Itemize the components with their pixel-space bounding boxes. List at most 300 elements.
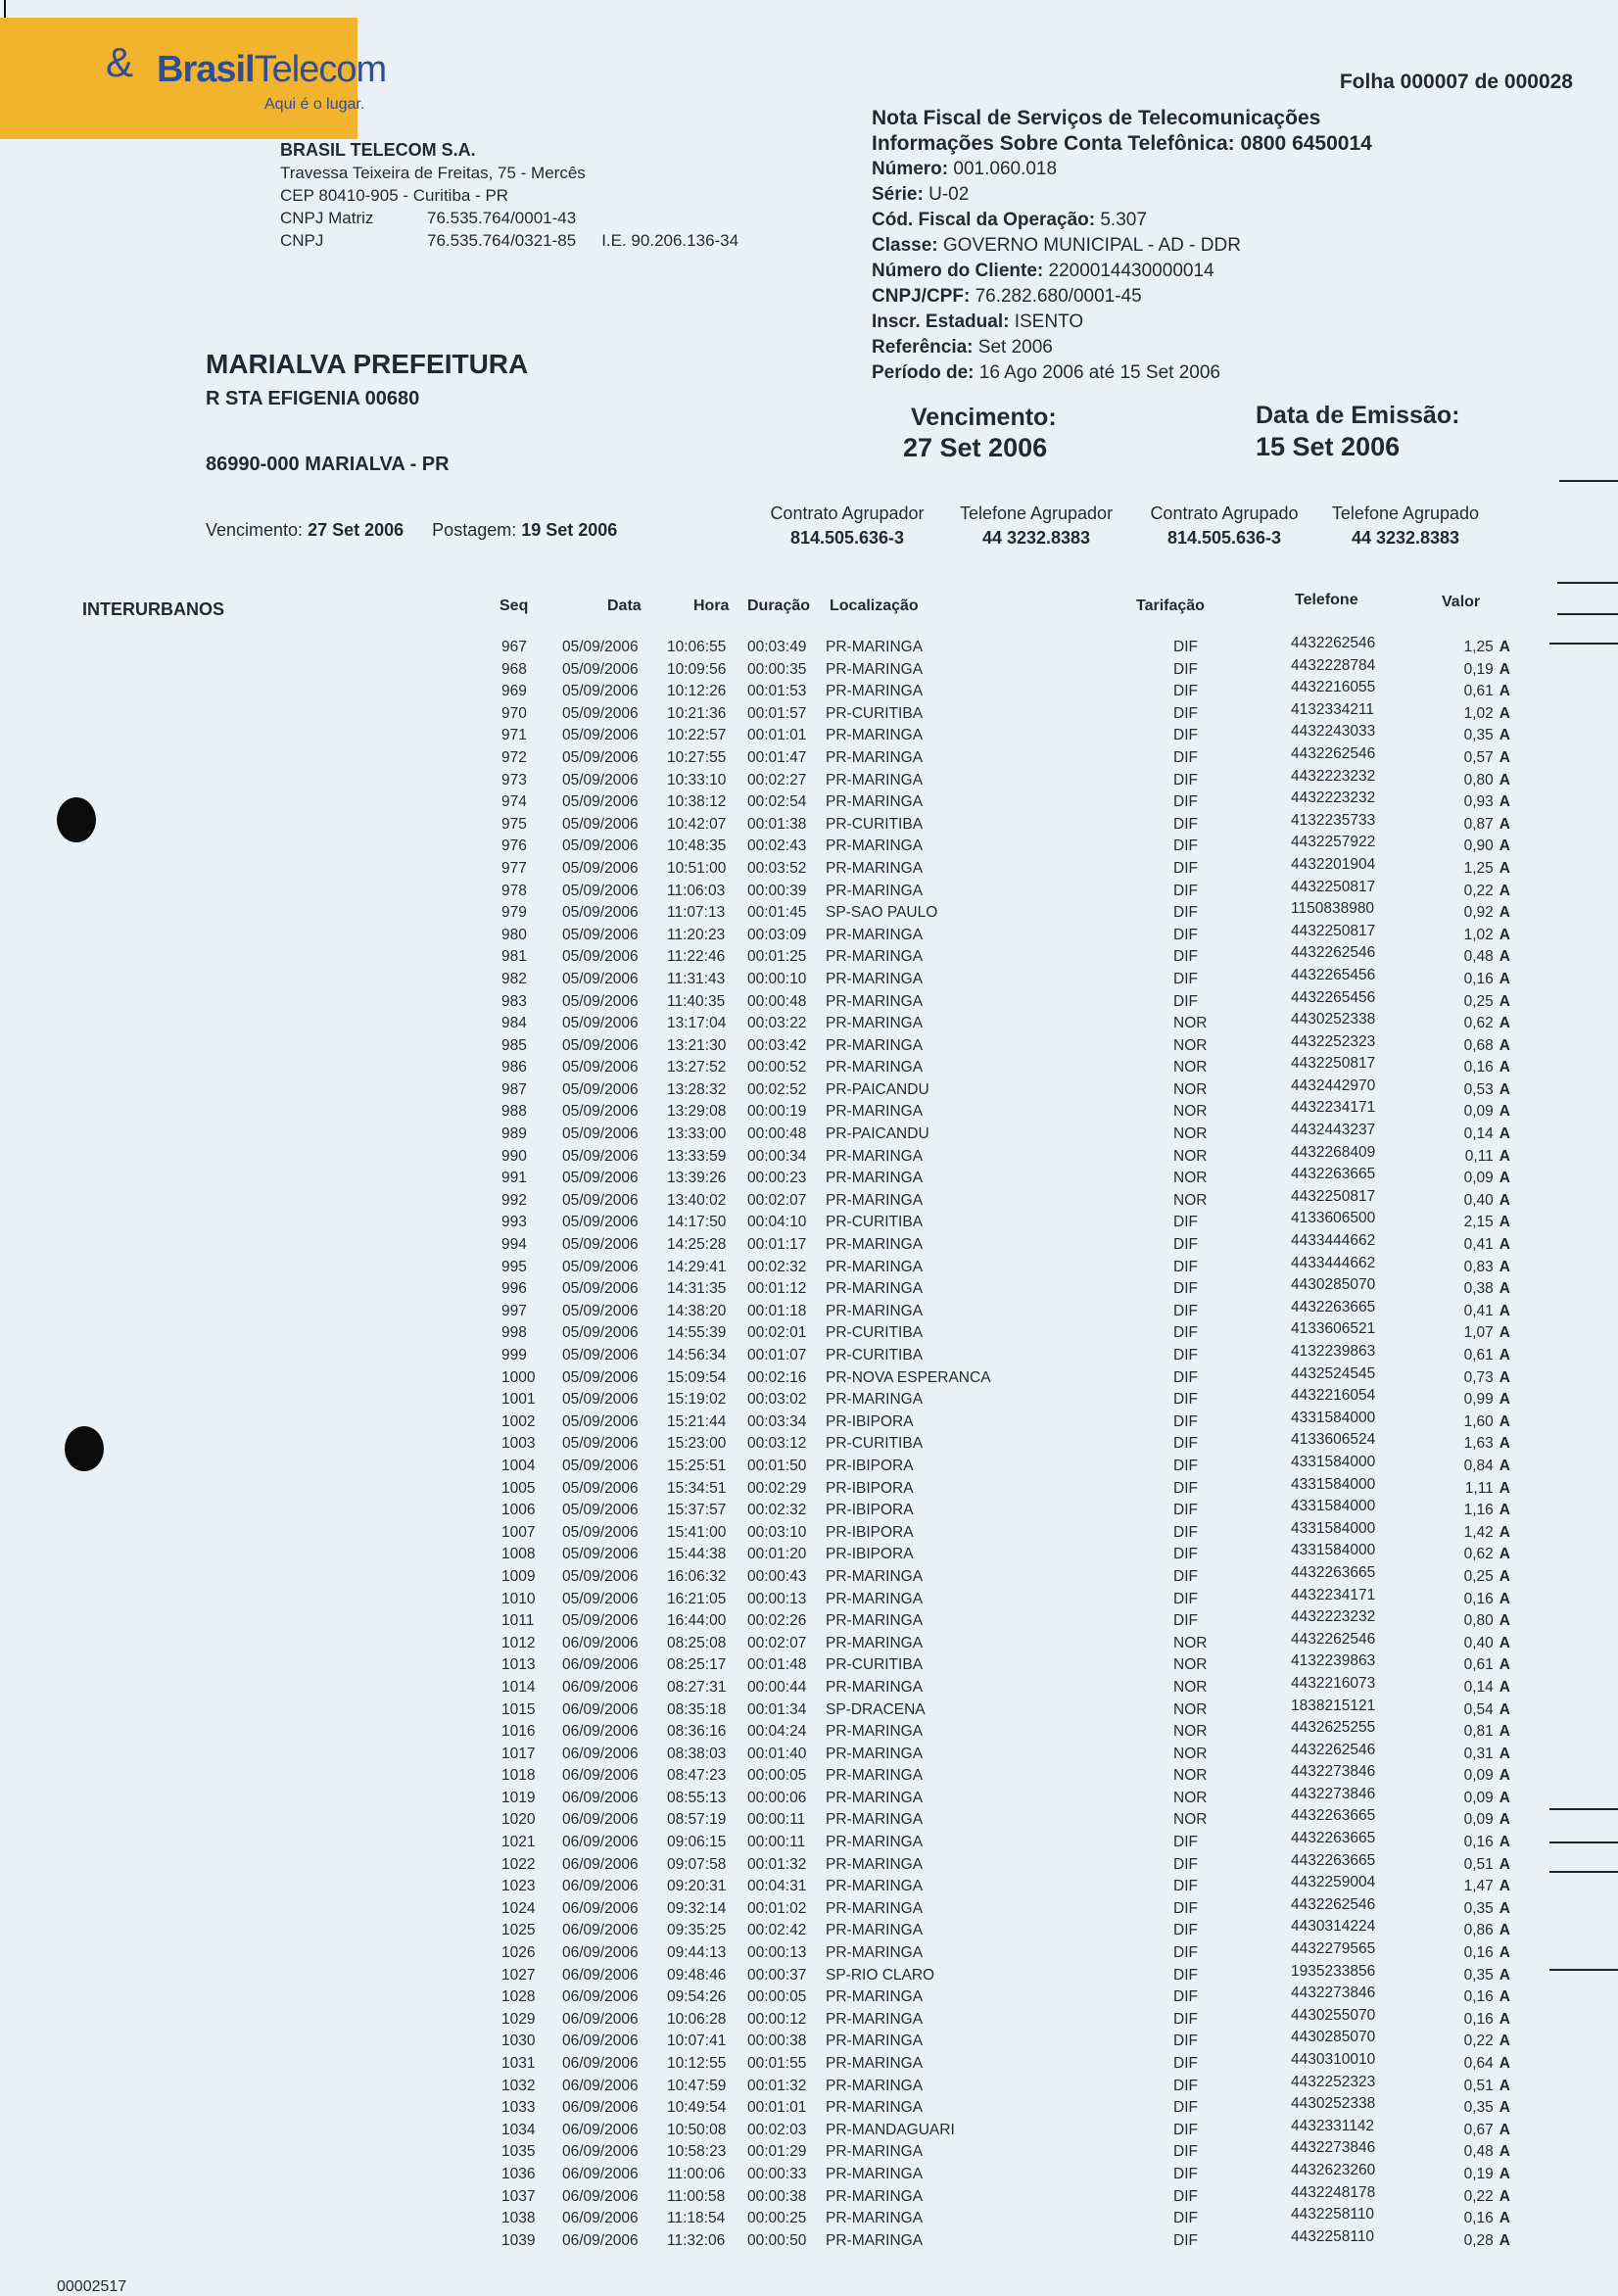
cell-loc: PR-MARINGA (826, 837, 924, 855)
cell-date: 06/09/2006 (562, 2055, 639, 2072)
cell-loc: PR-MARINGA (826, 1745, 924, 1762)
cell-time: 08:27:31 (667, 1678, 727, 1696)
cell-loc: PR-MARINGA (826, 771, 924, 789)
cell-val (1464, 2033, 1510, 2050)
cell-tar: DIF (1173, 2099, 1198, 2117)
cell-val (1464, 1192, 1510, 1210)
cell-value-amount: 0,80 (1463, 771, 1494, 789)
cell-time: 10:12:55 (667, 2055, 727, 2072)
cell-loc: PR-MARINGA (826, 1855, 924, 1873)
cell-tel: 4432234171 (1291, 1586, 1376, 1603)
cell-val (1464, 2055, 1510, 2073)
cell-dur: 00:01:47 (747, 748, 807, 766)
cell-value-suffix: A (1499, 1745, 1510, 1762)
cell-tar: DIF (1173, 1412, 1198, 1430)
cell-time: 11:06:03 (667, 882, 726, 899)
cell-seq: 1031 (501, 2055, 536, 2072)
cell-value-amount: 0,90 (1463, 837, 1494, 855)
cell-tar: DIF (1173, 2165, 1198, 2182)
cell-tel: 4432265456 (1291, 988, 1376, 1006)
cell-val (1464, 927, 1510, 944)
cell-loc: PR-MARINGA (826, 660, 924, 678)
cell-val (1464, 2011, 1510, 2029)
customer-city: 86990-000 MARIALVA - PR (206, 454, 450, 475)
invoice-field (872, 335, 1372, 360)
cell-dur: 00:00:43 (747, 1567, 807, 1585)
cell-date: 05/09/2006 (562, 1258, 639, 1275)
cell-seq: 1016 (501, 1723, 536, 1741)
cell-val (1464, 1037, 1510, 1055)
cell-dur: 00:02:43 (747, 837, 807, 855)
cell-val (1464, 1790, 1510, 1807)
cell-value-suffix: A (1499, 2077, 1510, 2094)
cell-value-amount: 0,35 (1463, 2099, 1494, 2117)
cell-loc: PR-MARINGA (826, 970, 924, 987)
cell-seq: 1017 (501, 1745, 536, 1762)
cell-loc: PR-IBIPORA (826, 1412, 914, 1430)
cell-date: 06/09/2006 (562, 2099, 639, 2117)
cell-val (1464, 1125, 1510, 1143)
cell-value-amount: 0,99 (1463, 1391, 1494, 1409)
cell-value-suffix: A (1499, 948, 1510, 966)
cell-tel: 4432262546 (1291, 1895, 1376, 1913)
cell-value-amount: 0,09 (1463, 1811, 1494, 1829)
cell-seq: 973 (501, 771, 527, 789)
cell-loc: PR-MARINGA (826, 1834, 924, 1851)
cell-tar: NOR (1173, 1103, 1208, 1121)
cell-val (1464, 1635, 1510, 1652)
cell-tar: DIF (1173, 1855, 1198, 1873)
cell-value-suffix: A (1499, 2121, 1510, 2138)
cell-loc: PR-MARINGA (826, 1988, 924, 2006)
cell-seq: 981 (501, 948, 527, 966)
cell-date: 05/09/2006 (562, 704, 639, 722)
cell-dur: 00:04:24 (747, 1723, 807, 1741)
cell-seq: 984 (501, 1015, 527, 1032)
cell-loc: PR-MARINGA (826, 992, 924, 1010)
cell-value-amount: 0,16 (1463, 2010, 1494, 2028)
cell-time: 08:25:08 (667, 1634, 727, 1651)
cell-loc: PR-MARINGA (826, 1944, 924, 1962)
cell-tel: 4432223232 (1291, 1608, 1376, 1626)
edge-mark (1559, 480, 1618, 482)
phone-grouper (948, 502, 1124, 550)
cell-val (1464, 883, 1510, 900)
table-row (0, 2206, 1618, 2232)
cell-tar: DIF (1173, 992, 1198, 1010)
cell-seq: 1021 (501, 1834, 536, 1851)
cell-seq: 983 (501, 992, 527, 1010)
cell-seq: 972 (501, 748, 527, 766)
cell-dur: 00:00:50 (747, 2231, 807, 2249)
cell-tar: DIF (1173, 660, 1198, 678)
cell-date: 06/09/2006 (562, 1944, 639, 1962)
cell-value-suffix: A (1499, 1922, 1510, 1939)
cell-time: 08:25:17 (667, 1656, 727, 1674)
cell-tel: 4331584000 (1291, 1542, 1376, 1559)
cell-tar: DIF (1173, 1302, 1198, 1319)
cell-dur: 00:01:34 (747, 1700, 807, 1718)
cell-value-amount: 0,14 (1463, 1125, 1494, 1143)
cell-seq: 971 (501, 727, 527, 744)
cell-val (1464, 2099, 1510, 2117)
cell-value-amount: 1,11 (1464, 1479, 1494, 1497)
cell-date: 05/09/2006 (562, 1191, 639, 1209)
cell-dur: 00:01:01 (747, 2099, 807, 2117)
cell-tar: NOR (1173, 1789, 1208, 1806)
cell-value-amount: 0,09 (1463, 1767, 1494, 1785)
cell-loc: PR-IBIPORA (826, 1457, 914, 1474)
emission-date-value: 15 Set 2006 (1256, 432, 1401, 461)
invoice-field-value: 001.060.018 (953, 159, 1058, 179)
cell-loc: PR-MARINGA (826, 1590, 924, 1607)
cell-val (1465, 1148, 1510, 1166)
cell-date: 05/09/2006 (562, 1170, 639, 1187)
cell-time: 08:57:19 (667, 1811, 727, 1829)
cell-dur: 00:01:40 (747, 1745, 807, 1762)
cell-loc: PR-MARINGA (826, 1634, 924, 1651)
cell-seq: 969 (501, 683, 527, 700)
cell-dur: 00:02:29 (747, 1479, 807, 1497)
invoice-field (872, 310, 1372, 335)
cell-value-amount: 0,84 (1463, 1457, 1494, 1474)
cell-seq: 1000 (501, 1368, 536, 1386)
cell-dur: 00:02:01 (747, 1324, 807, 1342)
cell-value-amount: 0,16 (1463, 1944, 1494, 1962)
cell-tel: 4432265456 (1291, 966, 1376, 983)
cell-value-amount: 0,73 (1463, 1368, 1494, 1386)
cell-date: 05/09/2006 (562, 1015, 639, 1032)
cell-tar: DIF (1173, 771, 1198, 789)
cell-loc: PR-MARINGA (826, 859, 924, 877)
cell-tar: DIF (1173, 1899, 1198, 1917)
cell-date: 05/09/2006 (562, 992, 639, 1010)
cell-dur: 00:03:12 (747, 1435, 807, 1453)
cell-value-amount: 0,62 (1463, 1015, 1494, 1032)
cell-val (1464, 1701, 1510, 1719)
cell-tel: 4432216054 (1291, 1387, 1376, 1405)
cell-value-suffix: A (1499, 1457, 1510, 1474)
cell-loc: PR-MARINGA (826, 2055, 924, 2072)
cell-loc: PR-CURITIBA (826, 1435, 924, 1453)
cell-loc: PR-CURITIBA (826, 704, 924, 722)
cell-value-amount: 0,35 (1463, 1899, 1494, 1917)
cell-val (1464, 1059, 1510, 1076)
cell-date: 05/09/2006 (562, 1457, 639, 1474)
cell-value-suffix: A (1499, 1834, 1510, 1851)
cell-tel: 4432262546 (1291, 1630, 1376, 1648)
cell-tar: DIF (1173, 793, 1198, 811)
cell-loc: PR-MARINGA (826, 1612, 924, 1630)
cell-time: 10:12:26 (667, 683, 727, 700)
cell-val (1464, 1546, 1510, 1563)
cell-time: 13:33:59 (667, 1147, 727, 1165)
cell-value-amount: 0,14 (1463, 1678, 1494, 1696)
cell-tel: 4432623260 (1291, 2161, 1376, 2178)
cell-value-suffix: A (1499, 1236, 1510, 1254)
cell-seq: 1004 (501, 1457, 536, 1474)
posting-value: 19 Set 2006 (521, 520, 618, 540)
cell-value-amount: 0,38 (1463, 1280, 1494, 1298)
cell-tar: DIF (1173, 748, 1198, 766)
invoice-field-value: U-02 (928, 184, 970, 205)
cell-date: 05/09/2006 (562, 683, 639, 700)
invoice-field-label: Período de: (872, 362, 975, 383)
cell-val (1464, 1723, 1510, 1741)
cell-value-suffix: A (1499, 1036, 1510, 1054)
cell-time: 10:09:56 (667, 660, 727, 678)
cell-loc: PR-IBIPORA (826, 1479, 914, 1497)
cell-seq: 1012 (501, 1634, 536, 1651)
cell-value-suffix: A (1499, 1280, 1510, 1298)
edge-mark (1557, 582, 1618, 584)
cell-dur: 00:01:17 (747, 1236, 807, 1254)
cell-value-suffix: A (1499, 748, 1510, 766)
cell-dur: 00:01:53 (747, 683, 807, 700)
cell-time: 14:56:34 (667, 1347, 727, 1363)
cell-date: 05/09/2006 (562, 815, 639, 833)
cell-seq: 994 (501, 1236, 527, 1254)
cell-value-suffix: A (1499, 1435, 1510, 1453)
cell-tel: 4432263665 (1291, 1563, 1376, 1581)
cell-tar: NOR (1173, 1191, 1208, 1209)
edge-mark (1549, 1808, 1618, 1810)
cell-value-amount: 1,07 (1463, 1324, 1494, 1342)
cell-seq: 993 (501, 1214, 527, 1231)
cell-dur: 00:00:06 (747, 1789, 807, 1806)
cell-tel: 4433444662 (1291, 1232, 1376, 1250)
cell-dur: 00:00:35 (747, 660, 807, 678)
cell-tar: DIF (1173, 639, 1198, 655)
cell-tel: 4432262546 (1291, 1741, 1376, 1758)
cell-tel: 4133606521 (1291, 1320, 1376, 1338)
cell-value-suffix: A (1499, 1899, 1510, 1917)
company-block (280, 139, 738, 252)
cell-value-amount: 0,16 (1463, 970, 1494, 987)
cell-val (1464, 1656, 1510, 1674)
cell-val (1464, 1856, 1510, 1874)
cell-val (1464, 2143, 1510, 2161)
cell-seq: 1007 (501, 1523, 536, 1541)
col-header-seq: Seq (500, 598, 529, 614)
cell-time: 09:48:46 (667, 1966, 727, 1984)
cell-loc: PR-MARINGA (826, 1767, 924, 1785)
cell-value-suffix: A (1499, 1567, 1510, 1585)
cell-dur: 00:02:54 (747, 793, 807, 811)
cell-seq: 1015 (501, 1700, 536, 1718)
cell-date: 05/09/2006 (562, 1391, 639, 1409)
cell-val (1464, 993, 1510, 1011)
cell-value-amount: 0,80 (1463, 1612, 1494, 1630)
cell-loc: PR-MARINGA (826, 1922, 924, 1939)
cell-date: 06/09/2006 (562, 2165, 639, 2182)
cell-loc: PR-MARINGA (826, 1899, 924, 1917)
cell-tel: 4430310010 (1291, 2051, 1376, 2068)
cell-tar: DIF (1173, 882, 1198, 899)
cell-val (1464, 1922, 1510, 1939)
cell-date: 05/09/2006 (562, 859, 639, 877)
cell-dur: 00:01:01 (747, 727, 807, 744)
cell-loc: PR-CURITIBA (826, 1656, 924, 1674)
cell-tel: 4132239863 (1291, 1652, 1376, 1670)
cell-date: 05/09/2006 (562, 1324, 639, 1342)
cell-value-suffix: A (1499, 904, 1510, 922)
cell-tel: 4432279565 (1291, 1940, 1376, 1958)
cell-tar: DIF (1173, 1612, 1198, 1630)
cell-value-suffix: A (1499, 1324, 1510, 1342)
sheet-number: Folha 000007 de 000028 (1339, 71, 1573, 93)
cell-tel: 4432223232 (1291, 789, 1376, 807)
cell-dur: 00:01:32 (747, 2077, 807, 2094)
cell-value-suffix: A (1499, 970, 1510, 987)
cell-tel: 4433444662 (1291, 1254, 1376, 1271)
cell-dur: 00:01:20 (747, 1546, 807, 1563)
cell-date: 05/09/2006 (562, 1612, 639, 1630)
cell-value-amount: 0,54 (1463, 1700, 1494, 1718)
cell-tel: 4432442970 (1291, 1076, 1376, 1094)
col-header-tariff: Tarifação (1136, 598, 1205, 614)
cell-val (1464, 1988, 1510, 2006)
cell-tel: 4432263665 (1291, 1807, 1376, 1825)
invoice-field (872, 233, 1372, 259)
cell-seq: 987 (501, 1080, 527, 1098)
venc-label: Vencimento: (206, 520, 304, 540)
cell-dur: 00:03:34 (747, 1412, 807, 1430)
cell-value-amount: 0,61 (1463, 1656, 1494, 1674)
cell-dur: 00:00:34 (747, 1147, 807, 1165)
cell-tel: 4432250817 (1291, 1055, 1376, 1073)
customer-name: MARIALVA PREFEITURA (206, 349, 529, 379)
cnpj-label: CNPJ (280, 231, 324, 250)
cell-date: 05/09/2006 (562, 948, 639, 966)
cell-dur: 00:00:38 (747, 2033, 807, 2050)
cell-value-amount: 0,16 (1463, 1590, 1494, 1607)
cell-date: 05/09/2006 (562, 727, 639, 744)
cell-tar: NOR (1173, 1723, 1208, 1741)
cell-value-suffix: A (1499, 1723, 1510, 1741)
phone-grouped-value: 44 3232.8383 (1351, 528, 1460, 548)
cell-date: 05/09/2006 (562, 748, 639, 766)
cell-time: 15:19:02 (667, 1391, 727, 1409)
cell-seq: 1037 (501, 2187, 536, 2205)
cell-value-suffix: A (1499, 1700, 1510, 1718)
company-cep: CEP 80410-905 - Curitiba - PR (280, 186, 509, 205)
cell-date: 05/09/2006 (562, 926, 639, 943)
cell-dur: 00:03:42 (747, 1036, 807, 1054)
invoice-field-value: GOVERNO MUNICIPAL - AD - DDR (942, 235, 1241, 256)
cell-value-amount: 0,19 (1463, 660, 1494, 678)
cell-date: 05/09/2006 (562, 1567, 639, 1585)
cell-val (1464, 683, 1510, 700)
cell-seq: 1010 (501, 1590, 536, 1607)
cell-time: 08:38:03 (667, 1745, 727, 1762)
invoice-info-line: Informações Sobre Conta Telefônica: 0800 6450014 (872, 132, 1372, 155)
cell-value-suffix: A (1499, 882, 1510, 899)
cell-val (1464, 1170, 1510, 1187)
cell-val (1464, 1015, 1510, 1032)
cell-value-amount: 0,83 (1463, 1258, 1494, 1275)
brand-name-bold: Brasil (157, 49, 255, 90)
cell-value-amount: 0,87 (1463, 815, 1494, 833)
cell-seq: 1019 (501, 1789, 536, 1806)
cell-val (1464, 816, 1510, 834)
cell-seq: 1006 (501, 1502, 536, 1519)
cell-seq: 970 (501, 704, 527, 722)
cell-val (1464, 2232, 1510, 2250)
cell-time: 13:27:52 (667, 1059, 727, 1076)
invoice-field-value: ISENTO (1014, 311, 1084, 332)
cell-dur: 00:00:13 (747, 1944, 807, 1962)
cell-value-suffix: A (1499, 660, 1510, 678)
cell-date: 06/09/2006 (562, 1700, 639, 1718)
cell-date: 06/09/2006 (562, 1988, 639, 2006)
cell-value-suffix: A (1499, 1878, 1510, 1895)
cell-dur: 00:00:48 (747, 992, 807, 1010)
cell-loc: PR-MARINGA (826, 1391, 924, 1409)
cell-dur: 00:04:10 (747, 1214, 807, 1231)
cell-tel: 1935233856 (1291, 1962, 1376, 1980)
cell-tar: DIF (1173, 683, 1198, 700)
cell-value-suffix: A (1499, 1103, 1510, 1121)
cell-value-amount: 0,62 (1463, 1546, 1494, 1563)
cell-date: 05/09/2006 (562, 1236, 639, 1254)
cell-seq: 1030 (501, 2033, 536, 2050)
cell-tel: 4132239863 (1291, 1343, 1376, 1360)
invoice-field-label: Série: (872, 184, 924, 205)
cell-date: 06/09/2006 (562, 1811, 639, 1829)
cell-loc: PR-MARINGA (826, 1170, 924, 1187)
cell-tar: DIF (1173, 1236, 1198, 1254)
cell-time: 15:25:51 (667, 1457, 727, 1474)
cell-loc: PR-MANDAGUARI (826, 2121, 955, 2138)
cell-tel: 4430314224 (1291, 1918, 1376, 1936)
cell-value-amount: 1,25 (1463, 639, 1494, 655)
cell-value-suffix: A (1499, 2055, 1510, 2072)
cell-val (1464, 1612, 1510, 1630)
cell-value-suffix: A (1499, 1988, 1510, 2006)
cell-loc: PR-MARINGA (826, 683, 924, 700)
cell-value-amount: 0,57 (1463, 748, 1494, 766)
cell-tar: NOR (1173, 1170, 1208, 1187)
cell-tel: 4432273846 (1291, 1763, 1376, 1781)
cell-date: 06/09/2006 (562, 1899, 639, 1917)
cell-seq: 1005 (501, 1479, 536, 1497)
cell-loc: PR-CURITIBA (826, 1347, 924, 1363)
cell-tar: NOR (1173, 1745, 1208, 1762)
cell-date: 06/09/2006 (562, 1656, 639, 1674)
cell-loc: PR-MARINGA (826, 1258, 924, 1275)
cell-loc: PR-MARINGA (826, 1059, 924, 1076)
cell-val (1464, 1458, 1510, 1475)
cell-val (1464, 1834, 1510, 1851)
cell-value-amount: 0,35 (1463, 727, 1494, 744)
cell-tar: DIF (1173, 1834, 1198, 1851)
cell-loc: PR-MARINGA (826, 1878, 924, 1895)
calls-table (0, 635, 1618, 2254)
cell-tel: 4432262546 (1291, 744, 1376, 762)
cell-tar: DIF (1173, 1988, 1198, 2006)
cell-value-suffix: A (1499, 1015, 1510, 1032)
cell-seq: 997 (501, 1302, 527, 1319)
punch-hole (65, 1426, 104, 1471)
cell-loc: PR-NOVA ESPERANCA (826, 1368, 991, 1386)
cell-val (1464, 904, 1510, 922)
cell-time: 11:00:06 (667, 2165, 726, 2182)
cell-seq: 1001 (501, 1391, 536, 1409)
cell-tel: 4432250817 (1291, 922, 1376, 939)
cell-val (1464, 948, 1510, 966)
cell-value-amount: 0,09 (1463, 1103, 1494, 1121)
